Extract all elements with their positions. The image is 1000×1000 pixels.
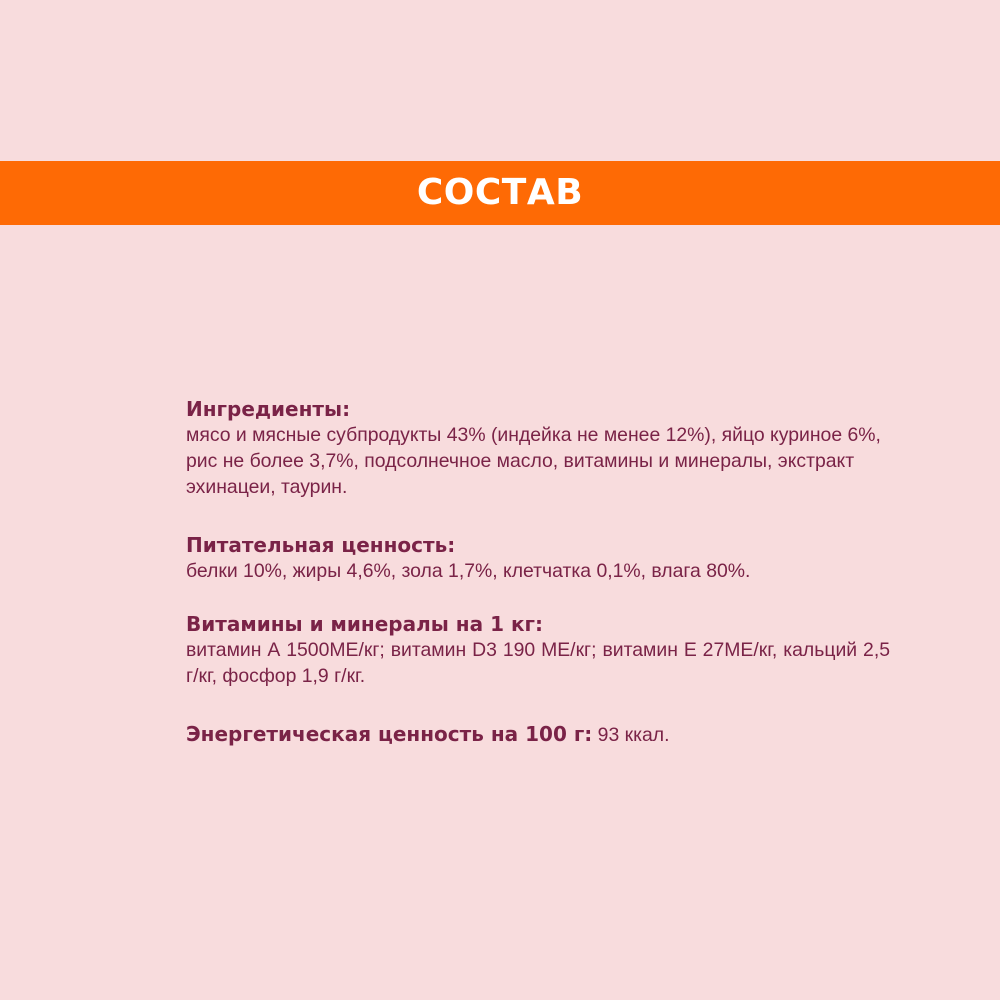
composition-content: [186, 396, 890, 748]
vitamins-heading: Витамины и минералы на 1 кг:: [186, 612, 543, 636]
vitamins-text: витамин А 1500МЕ/кг; витамин D3 190 МЕ/кг; витамин Е 27МЕ/кг, кальций 2,5 г/кг, фосфор 1,9 г/кг.: [186, 639, 890, 687]
ingredients-heading: Ингредиенты:: [186, 397, 351, 421]
vitamins-section: [186, 611, 890, 689]
nutrition-heading: Питательная ценность:: [186, 533, 456, 557]
title-banner: [0, 161, 1000, 225]
energy-heading: Энергетическая ценность на 100 г:: [186, 722, 593, 746]
ingredients-section: [186, 396, 890, 500]
ingredients-text: мясо и мясные субпродукты 43% (индейка не менее 12%), яйцо куриное 6%, рис не более 3,7%, подсолнечное масло, витамины и минералы, экстракт эхинацеи, таурин.: [186, 424, 881, 498]
banner-title: СОСТАВ: [416, 172, 584, 213]
energy-section: [186, 721, 890, 748]
nutrition-text: белки 10%, жиры 4,6%, зола 1,7%, клетчатка 0,1%, влага 80%.: [186, 560, 751, 582]
energy-value: 93 ккал.: [592, 724, 670, 746]
nutrition-section: [186, 532, 890, 584]
